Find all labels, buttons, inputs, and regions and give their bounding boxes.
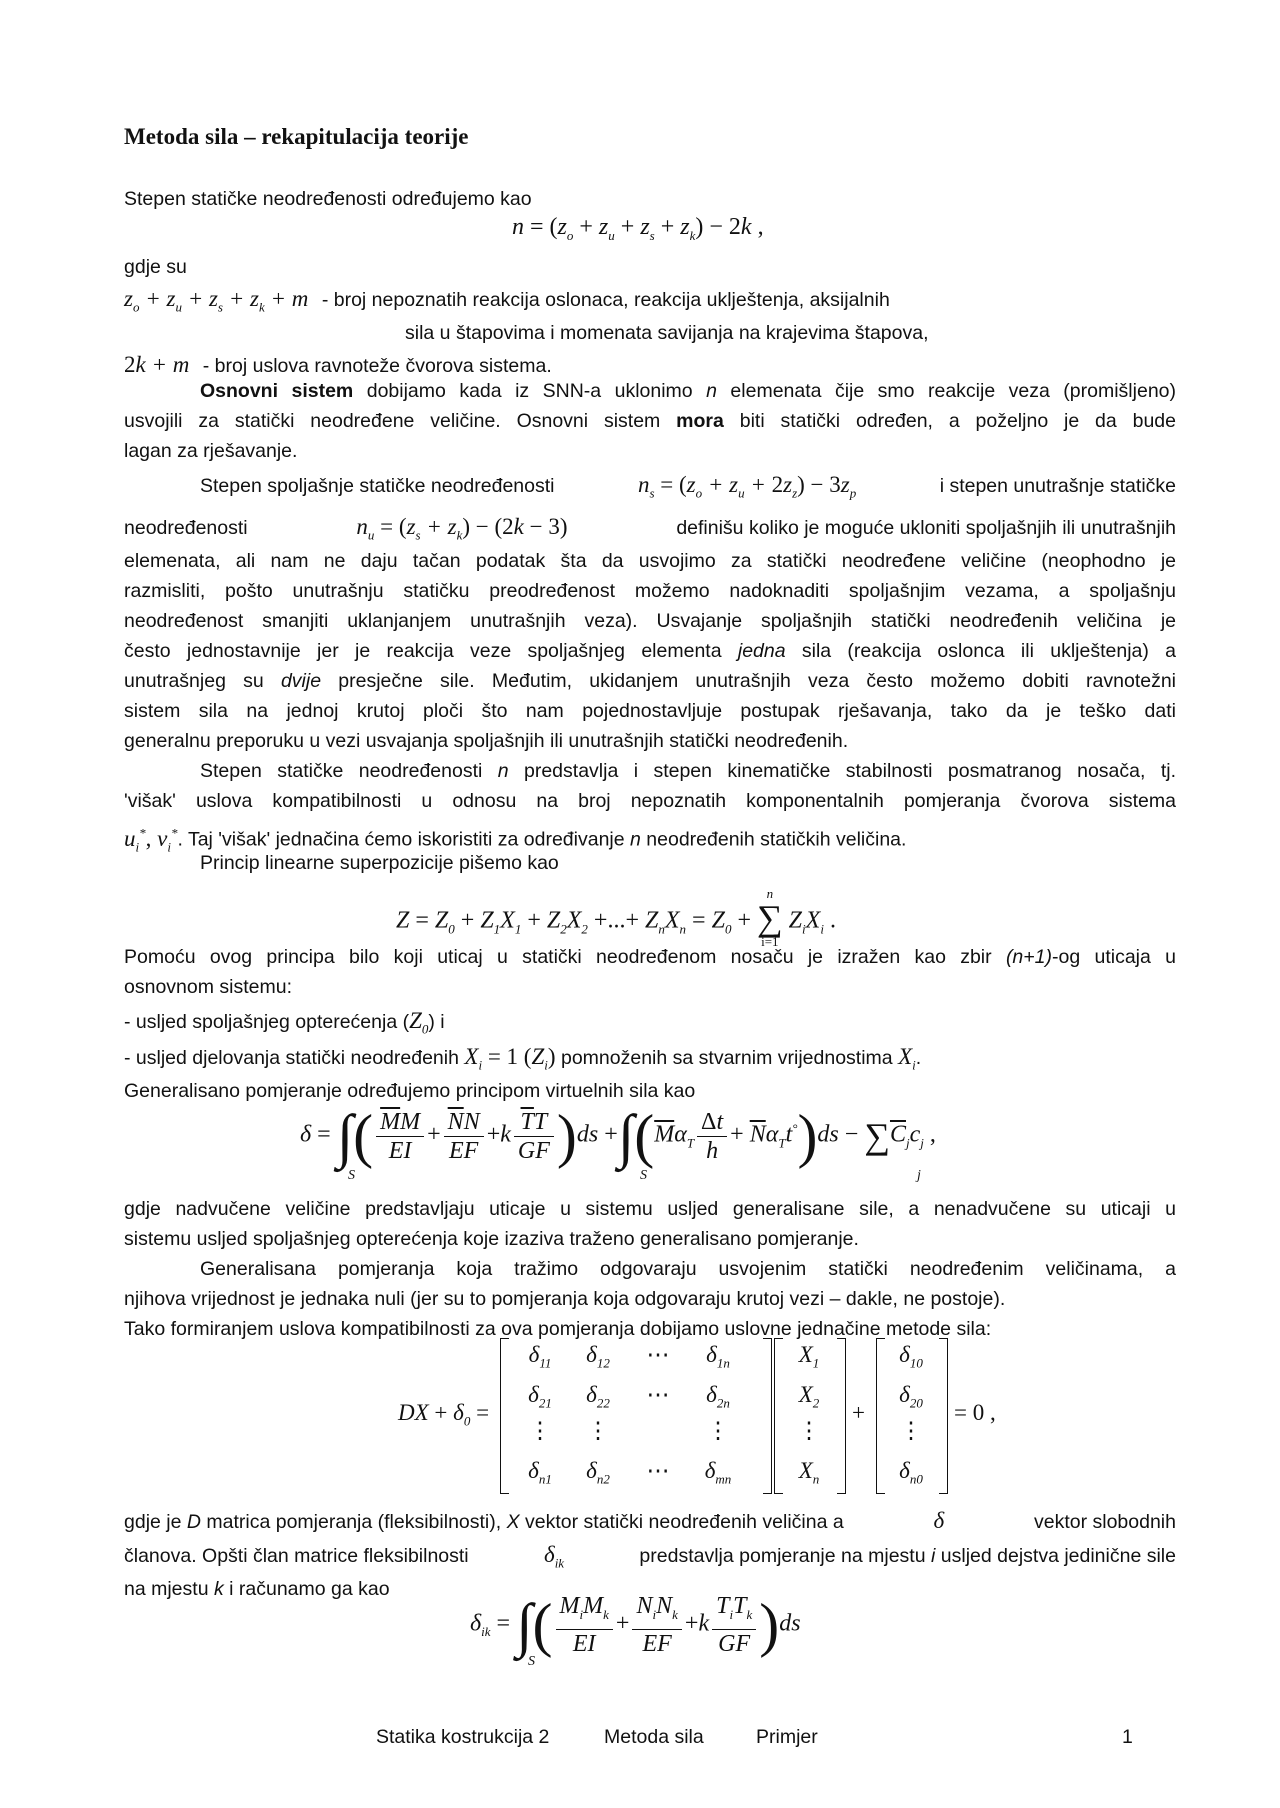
osnovni-text-b: elemenata čije smo reakcije veza (promišljeno)	[716, 380, 1176, 402]
usljed1a: - usljed spoljašnjeg opterećenja (	[124, 1011, 410, 1033]
expr-z0: $Z_0$	[409, 1008, 429, 1037]
expr-xi: $X_i$	[898, 1044, 916, 1073]
text-gdje-su: gdje su	[124, 256, 187, 278]
italic-jedna: jedna	[737, 640, 786, 662]
paragraph-kin-line1	[124, 756, 1176, 786]
footer-page-number: 1	[1122, 1726, 1133, 1748]
paragraph-spoljasnja-line7	[124, 666, 1176, 696]
na-b: i računamo ga kao	[223, 1578, 390, 1600]
sp-l7b: presječne sile. Međutim, ukidanjem unutrašnjih veza često možemo dobiti ravnotežni	[321, 670, 1177, 692]
footer-type: Primjer	[756, 1726, 818, 1748]
footer-method: Metoda sila	[604, 1726, 704, 1748]
sp-l6a: često jednostavnije jer je reakcija veze spoljašnjeg elementa	[124, 640, 738, 662]
vector-delta0-cells: $\delta_{10}$ $\delta_{20}$ ⋮ $\delta_{n0}$	[899, 1342, 923, 1487]
italic-n-plus-1: (n+1)	[1005, 946, 1053, 968]
spoljasnja-text-a: Stepen spoljašnje statičke neodređenosti	[200, 475, 555, 497]
sp-l6b: sila (reakcija oslonca ili uklještenja) a	[785, 640, 1177, 662]
italic-n: n	[706, 380, 717, 402]
osnovni-text-a: dobijamo kada iz SNN-a uklonimo	[353, 380, 707, 402]
pom-l1b: -og uticaja u	[1052, 946, 1177, 968]
spoljasnja-text-b: i stepen unutrašnje statičke	[939, 475, 1176, 497]
paragraph-opsti-clan	[124, 1540, 1176, 1579]
osnovni-l2a: usvojili za statički neodređene veličine. Osnovni sistem	[124, 410, 677, 432]
usljed2b: pomnoženih sa stvarnim vrijednostima	[560, 1047, 893, 1069]
paragraph-kin-line2: 'višak' uslova kompatibilnosti u odnosu na broj nepoznatih komponentalnih pomjeranja čvorova sistema	[124, 790, 1176, 812]
expr-nu: $n_u = (z_s + z_k) - (2k - 3)$	[356, 514, 568, 543]
sum-limit-j: j	[917, 1168, 921, 1183]
vector-x-cells: $X_1$ $X_2$ ⋮ $X_n$	[797, 1342, 821, 1487]
definition-unknowns-text: - broj nepoznatih reakcija oslonaca, reakcija uklještenja, aksijalnih	[321, 289, 890, 311]
paragraph-intro: Stepen statičke neodređenosti određujemo kao	[124, 188, 532, 210]
integral-limit-s1: S	[348, 1168, 355, 1183]
kin-l3a: . Taj 'višak' jednačina ćemo iskoristiti za određivanje	[177, 828, 631, 851]
italic-dvije: dvije	[280, 670, 322, 692]
equation-virtual-work: δ = ∫( $\frac{\overline{M}M}{EI}$ + $\frac{\overline{N}N}{EF}$ +k $\frac{\overline{T}T}{GF}$ )$ds +\int(\overline{M}\alpha_T$ $\frac{\Delta t}{h}$ + $\overline{N}\alpha_Tt^\circ)ds - \sum\overline{C}_jc_j$ ,	[300, 1103, 936, 1169]
expr-delta-ik: $\delta_{ik}$	[543, 1542, 565, 1571]
paragraph-gp-line3: Tako formiranjem uslova kompatibilnosti za ova pomjeranja dobijamo uslovne jednačine metode sila:	[124, 1318, 992, 1340]
equation-delta-ik: $\delta_{ik}$ = ∫( $\frac{M_iM_k}{EI}$ + $\frac{N_iN_k}{EF}$ +k $\frac{T_iT_k}{GF}$ )ds	[470, 1591, 801, 1658]
equation-degree: $n = (z_o + z_u + z_s + z_k) - 2k$ ,	[512, 214, 764, 243]
d-matrica-text-b: vektor slobodnih	[1033, 1511, 1176, 1533]
integral-limit-s3: S	[528, 1654, 535, 1669]
paragraph-spoljasnja-line9: generalnu preporuku u vezi usvajanja spoljašnjih ili unutrašnjih statički neodređenih.	[124, 730, 849, 752]
paragraph-spoljasnja-line6	[124, 636, 1176, 666]
italic-k: k	[213, 1578, 224, 1600]
expr-unknowns: $z_o + z_u + z_s + z_k + m$	[124, 286, 309, 315]
paragraph-gp-line2: njihova vrijednost je jednaka nuli (jer su to pomjeranja koja odgovaraju krutoj vezi – dakle, ne postoje).	[124, 1288, 1006, 1310]
pom-l1a: Pomoću ovog principa bilo koji uticaj u statički neodređenom nosaču je izražen kao zbir	[124, 946, 1006, 968]
paragraph-gp-line1: Generalisana pomjeranja koja tražimo odgovaraju usvojenim statički neodređenim veličinama, a	[200, 1258, 1176, 1280]
kin-a: Stepen statičke neodređenosti	[200, 760, 498, 782]
paragraph-nadvucene-line1: gdje nadvučene veličine predstavljaju uticaje u sistemu usljed generalisane sile, a nenadvučene su uticaji u	[124, 1198, 1176, 1220]
bold-osnovni-sistem: Osnovni sistem	[200, 380, 354, 402]
paragraph-spoljasnja-line2	[124, 512, 1176, 551]
bold-mora: mora	[676, 410, 724, 432]
opsti-text-a: članova. Opšti član matrice fleksibilnosti	[124, 1545, 469, 1567]
kin-b: predstavlja i stepen kinematičke stabilnosti posmatranog nosača, tj.	[508, 760, 1176, 782]
paragraph-spoljasnja-line4: razmisliti, pošto unutrašnju statičku preodređenost možemo nadoknaditi spoljašnjim vezama, a spoljašnju	[124, 580, 1176, 602]
list-item-usljed-2: - usljed djelovanja statički neodređenih $X_i = 1$ $(Z_i)$ pomnoženih sa stvarnim vrijednostima $X_i$.	[124, 1044, 922, 1073]
plus-sign: +	[852, 1400, 865, 1425]
text-generalisano: Generalisano pomjeranje određujemo principom virtuelnih sila kao	[124, 1080, 696, 1102]
usljed2a: - usljed djelovanja statički neodređenih	[124, 1047, 459, 1069]
footer-course: Statika kostrukcija 2	[376, 1726, 550, 1748]
sp-l7a: unutrašnjeg su	[124, 670, 281, 692]
paragraph-spoljasnja-line1	[200, 470, 1176, 509]
paragraph-spoljasnja-line3: elemenata, ali nam ne daju tačan podatak šta da usvojimo za statički neodređene veličine (neophodno je	[124, 550, 1176, 572]
matrix-d-cells: $\delta_{11}$ $\delta_{12}$ ⋯ $\delta_{1n}$ $\delta_{21}$ $\delta_{22}$ ⋯ $\delta_{2n}$ ⋮ ⋮ ⋮ $\delta_{n1}$ $\delta_{n2}$ ⋯ $\delta_{mn}$	[528, 1342, 732, 1487]
paragraph-nadvucene-line2: sistemu usljed spoljašnjeg opterećenja koje izaziva traženo generalisano pomjeranje.	[124, 1228, 859, 1250]
italic-n-kin: n	[497, 760, 509, 782]
paragraph-osnovni-line3: lagan za rješavanje.	[124, 440, 298, 462]
kin-l3b: neodređenih statičkih veličina.	[640, 828, 907, 851]
matrix-lhs: DX + $\delta_0$ =	[398, 1400, 490, 1429]
list-item-usljed-1	[124, 1006, 1176, 1045]
expr-delta: δ	[933, 1508, 945, 1533]
text-princip: Princip linearne superpozicije pišemo kao	[200, 852, 559, 874]
na-a: na mjestu	[124, 1578, 214, 1600]
page-title: Metoda sila – rekapitulacija teorije	[124, 124, 469, 149]
paragraph-pomocu-line2: osnovnom sistemu:	[124, 976, 292, 998]
d-matrica-text-a: gdje je D matrica pomjeranja (fleksibilnosti), X vektor statički neodređenih veličina a	[124, 1511, 844, 1533]
definition-unknowns-cont: sila u štapovima i momenata savijanja na krajevima štapova,	[405, 322, 929, 344]
paragraph-osnovni-line2	[124, 406, 1176, 436]
expr-equations: 2k + m	[124, 352, 190, 377]
usljed1b: ) i	[428, 1011, 445, 1033]
paragraph-pomocu-line1	[124, 942, 1176, 972]
definition-unknowns	[124, 284, 1176, 323]
paragraph-spoljasnja-line5: neodređenost smanjiti uklanjanjem unutrašnjih veza). Usvajanje spoljašnjih statički neodređenih veličina je	[124, 610, 1176, 632]
expr-uv: $u_i^*$, $v_i^*$	[124, 825, 178, 855]
osnovni-l2b: biti statički određen, a poželjno je da bude	[723, 410, 1176, 432]
expr-ns: $n_s = (z_o + z_u + 2z_z) - 3z_p$	[637, 472, 857, 501]
spoljasnja-text-c: neodređenosti	[124, 517, 248, 539]
opsti-text-b: predstavlja pomjeranje na mjestu i usljed dejstva jedinične sile	[639, 1545, 1176, 1567]
matrix-rhs: = 0 ,	[954, 1400, 996, 1425]
integral-limit-s2: S	[640, 1168, 647, 1183]
expr-xi1: $X_i = 1$ $(Z_i)$	[464, 1044, 556, 1073]
spoljasnja-text-d: definišu koliko je moguće ukloniti spoljašnjih ili unutrašnjih	[676, 517, 1176, 539]
paragraph-d-matrica	[124, 1506, 1176, 1537]
paragraph-osnovni-line1	[124, 376, 1176, 406]
definition-equations-text: - broj uslova ravnoteže čvorova sistema.	[202, 355, 552, 377]
paragraph-spoljasnja-line8: sistem sila na jednoj krutoj ploči što nam pojednostavljuje postupak rješavanja, tako da je teško dati	[124, 700, 1176, 722]
equation-superposition: $Z = Z_0 + Z_1X_1 + Z_2X_2$ +...+ $Z_nX_n = Z_0$ + n ∑ i=1 $Z_iX_i$ .	[396, 886, 836, 949]
italic-n-kin2: n	[630, 828, 641, 851]
